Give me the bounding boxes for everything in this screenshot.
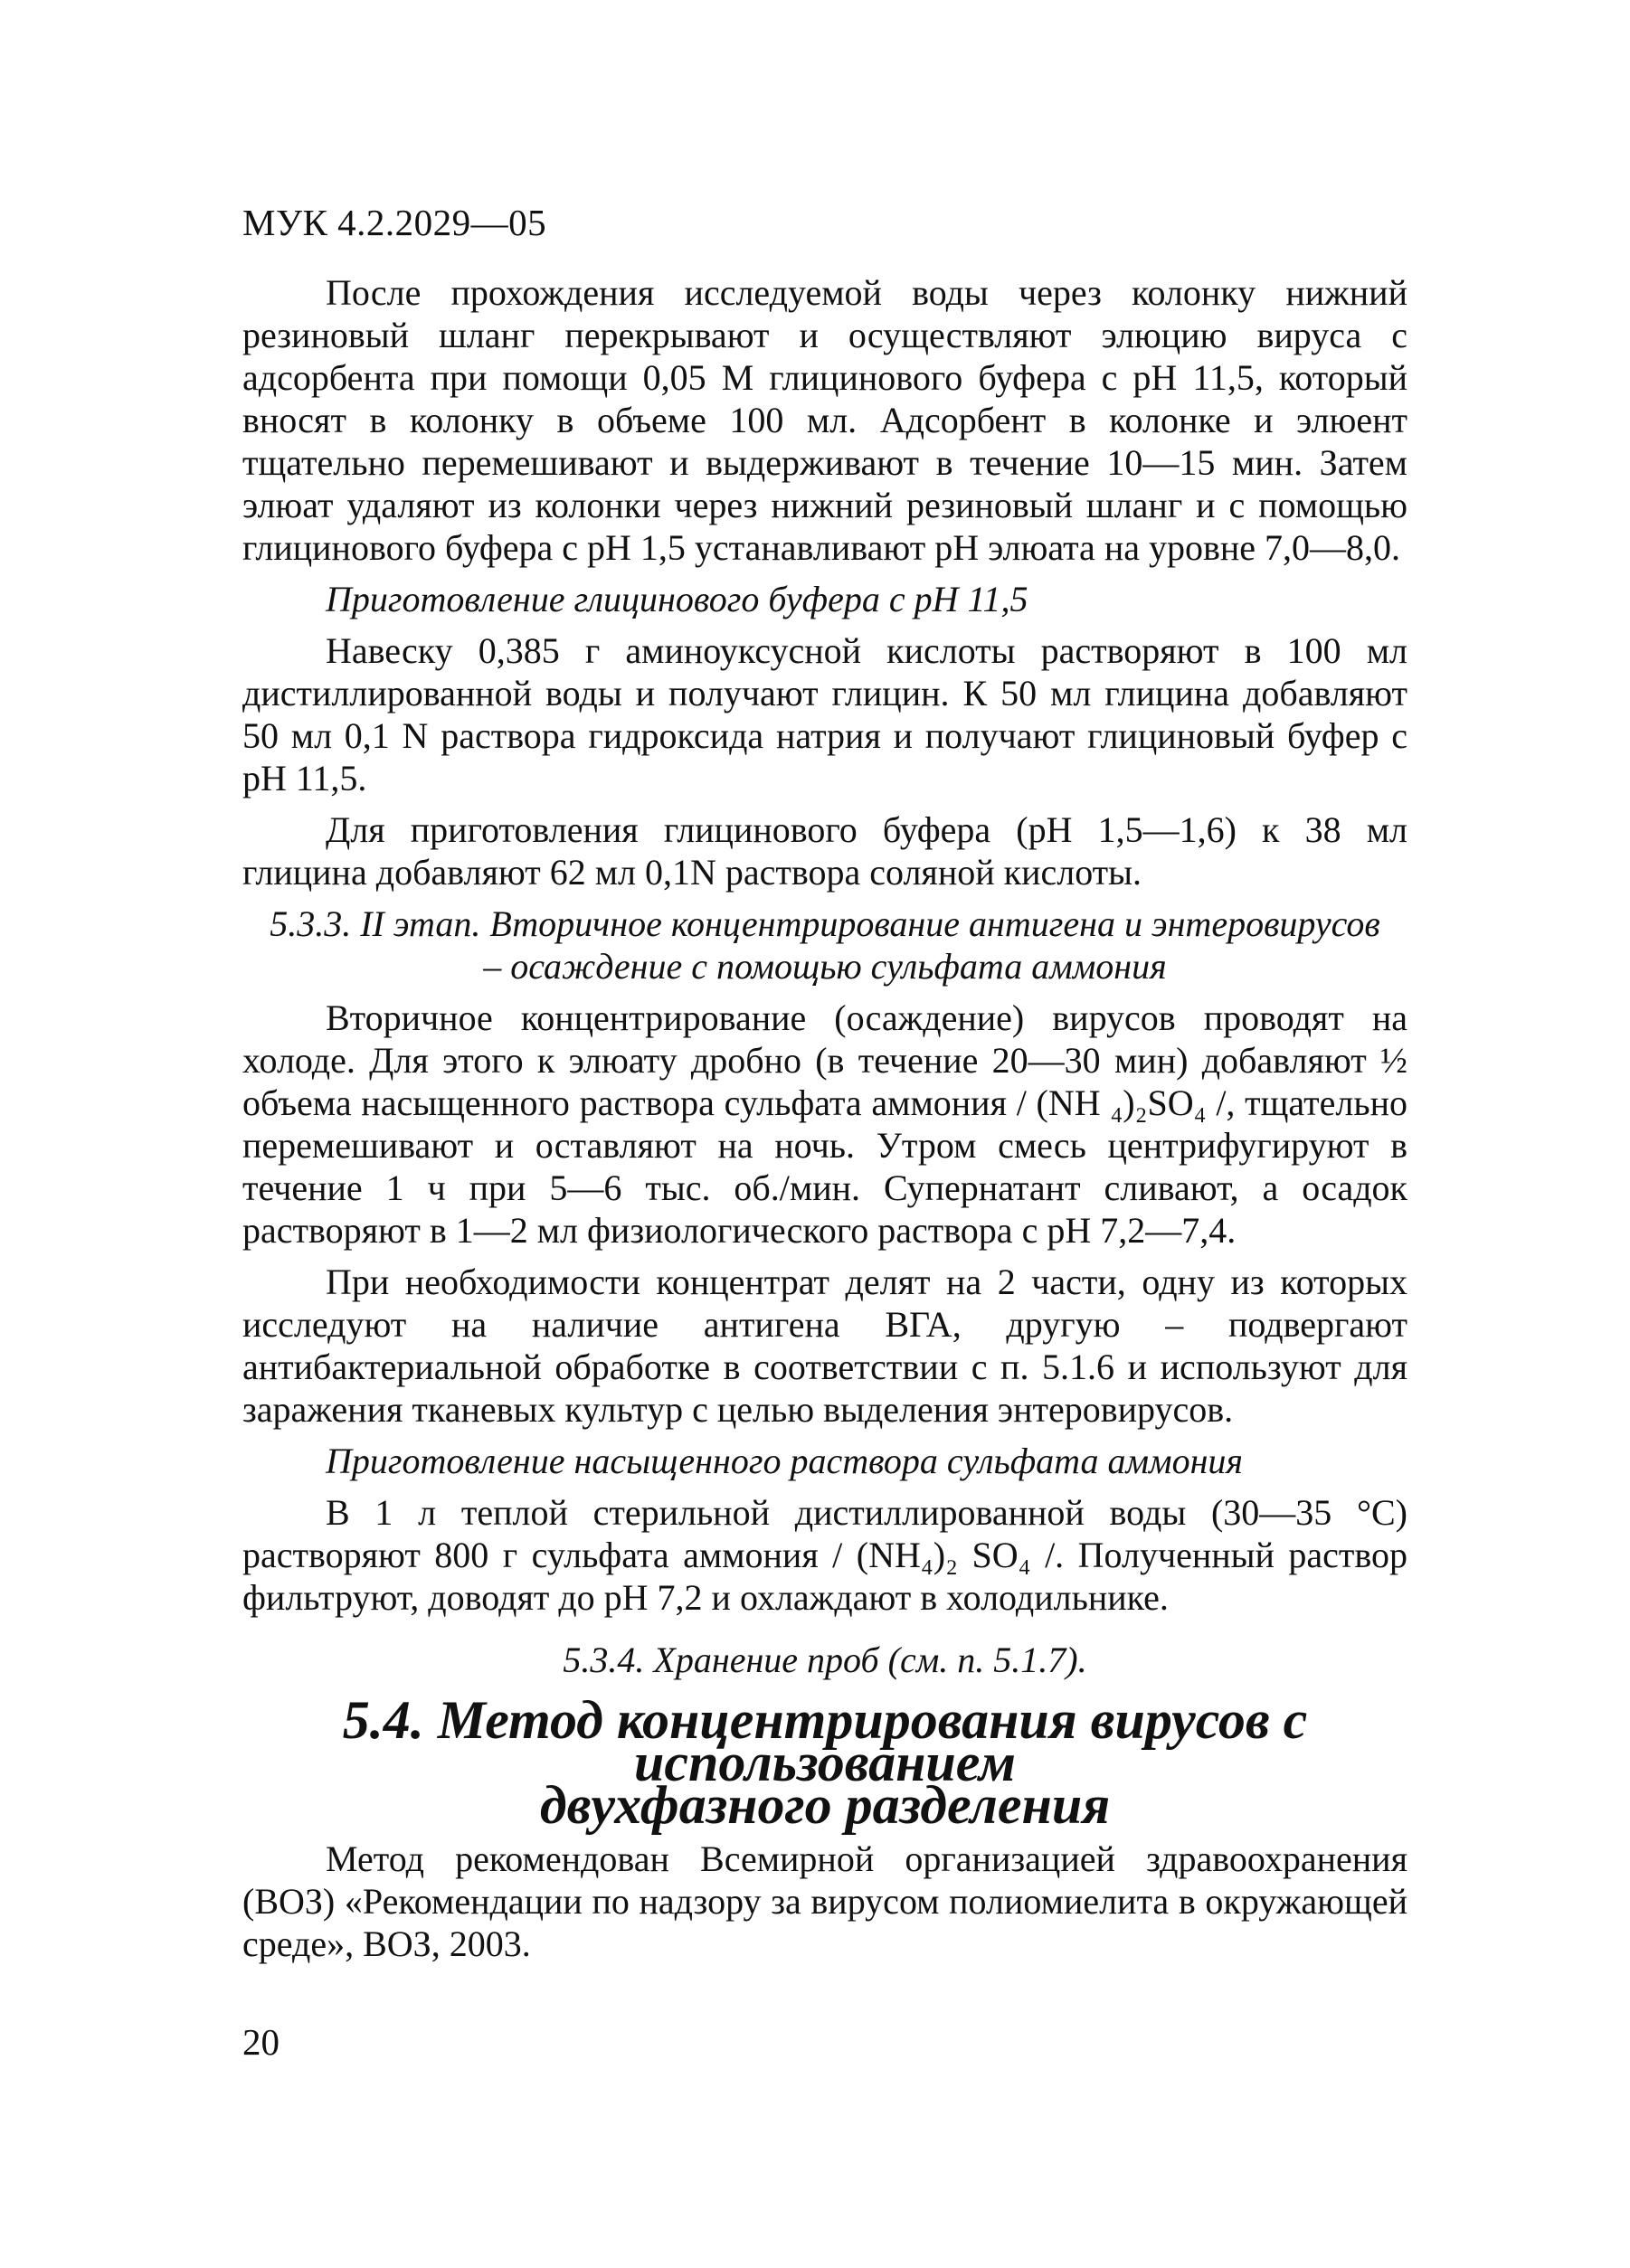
page-number: 20 bbox=[242, 2021, 280, 2063]
paragraph-who-recommendation: Метод рекомендован Всемирной организацией здравоохранения (ВОЗ) «Рекомендации по надзору за вирусом полиомиелита в окружающей среде», ВОЗ, 2003. bbox=[242, 1838, 1407, 1964]
section-5-3-3-title-line-1: 5.3.3. II этап. Вторичное концентрирование антигена и энтеровирусов bbox=[270, 903, 1380, 944]
section-5-4-heading bbox=[242, 1690, 1407, 1835]
subheading-glycine-buffer-11-5: Приготовление глицинового буфера с рН 11,5 bbox=[326, 579, 1028, 619]
paragraph-ammonium-sulfate-preparation: В 1 л теплой стерильной дистиллированной воды (30—35 °С) растворяют 800 г сульфата аммония / (NH₄)₂ SO₄ /. Полученный раствор фильтруют, доводят до рН 7,2 и охлаждают в холодильнике. bbox=[242, 1492, 1407, 1618]
section-5-4-heading-line-1: 5.4. Метод концентрирования вирусов с использованием bbox=[342, 1690, 1308, 1792]
section-5-3-4-title: 5.3.4. Хранение проб (см. п. 5.1.7). bbox=[563, 1640, 1087, 1680]
document-code-header: МУК 4.2.2029—05 bbox=[242, 202, 547, 243]
section-5-3-3-title bbox=[242, 902, 1407, 988]
paragraph-concentrate-split: При необходимости концентрат делят на 2 части, одну из которых исследуют на наличие антигена ВГА, другую – подвергают антибактериальной обработке в соответствии с п. 5.1.6 и используют для заражения тканевых культур с целью выделения энтеровирусов. bbox=[242, 1262, 1407, 1430]
paragraph-glycine-buffer-low-ph: Для приготовления глицинового буфера (рН 1,5—1,6) к 38 мл глицина добавляют 62 мл 0,1N раствора соляной кислоты. bbox=[242, 809, 1407, 893]
subheading-ammonium-sulfate-solution: Приготовление насыщенного раствора сульфата аммония bbox=[326, 1441, 1244, 1481]
page-content bbox=[242, 271, 1407, 1974]
paragraph-glycine-preparation: Навеску 0,385 г аминоуксусной кислоты растворяют в 100 мл дистиллированной воды и получают глицин. К 50 мл глицина добавляют 50 мл 0,1 N раствора гидроксида натрия и получают глициновый буфер с рН 11,5. bbox=[242, 630, 1407, 799]
paragraph-secondary-concentration: Вторичное концентрирование (осаждение) вирусов проводят на холоде. Для этого к элюату дробно (в течение 20—30 мин) добавляют ½ объема насыщенного раствора сульфата аммония / (NH ₄)₂SO₄ /, тщательно перемешивают и оставляют на ночь. Утром смесь центрифугируют в течение 1 ч при 5—6 тыс. об./мин. Супернатант сливают, а осадок растворяют в 1—2 мл физиологического раствора с рН 7,2—7,4. bbox=[242, 997, 1407, 1251]
section-5-4-heading-line-2: двухфазного разделения bbox=[539, 1775, 1111, 1835]
section-5-3-3-title-line-2: – осаждение с помощью сульфата аммония bbox=[483, 946, 1167, 987]
paragraph-elution: После прохождения исследуемой воды через колонку нижний резиновый шланг перекрывают и осуществляют элюцию вируса с адсорбента при помощи 0,05 М глицинового буфера с рН 11,5, который вносят в колонку в объеме 100 мл. Адсорбент в колонке и элюент тщательно перемешивают и выдерживают в течение 10—15 мин. Затем элюат удаляют из колонки через нижний резиновый шланг и с помощью глицинового буфера с рН 1,5 устанавливают рН элюата на уровне 7,0—8,0. bbox=[242, 272, 1407, 568]
